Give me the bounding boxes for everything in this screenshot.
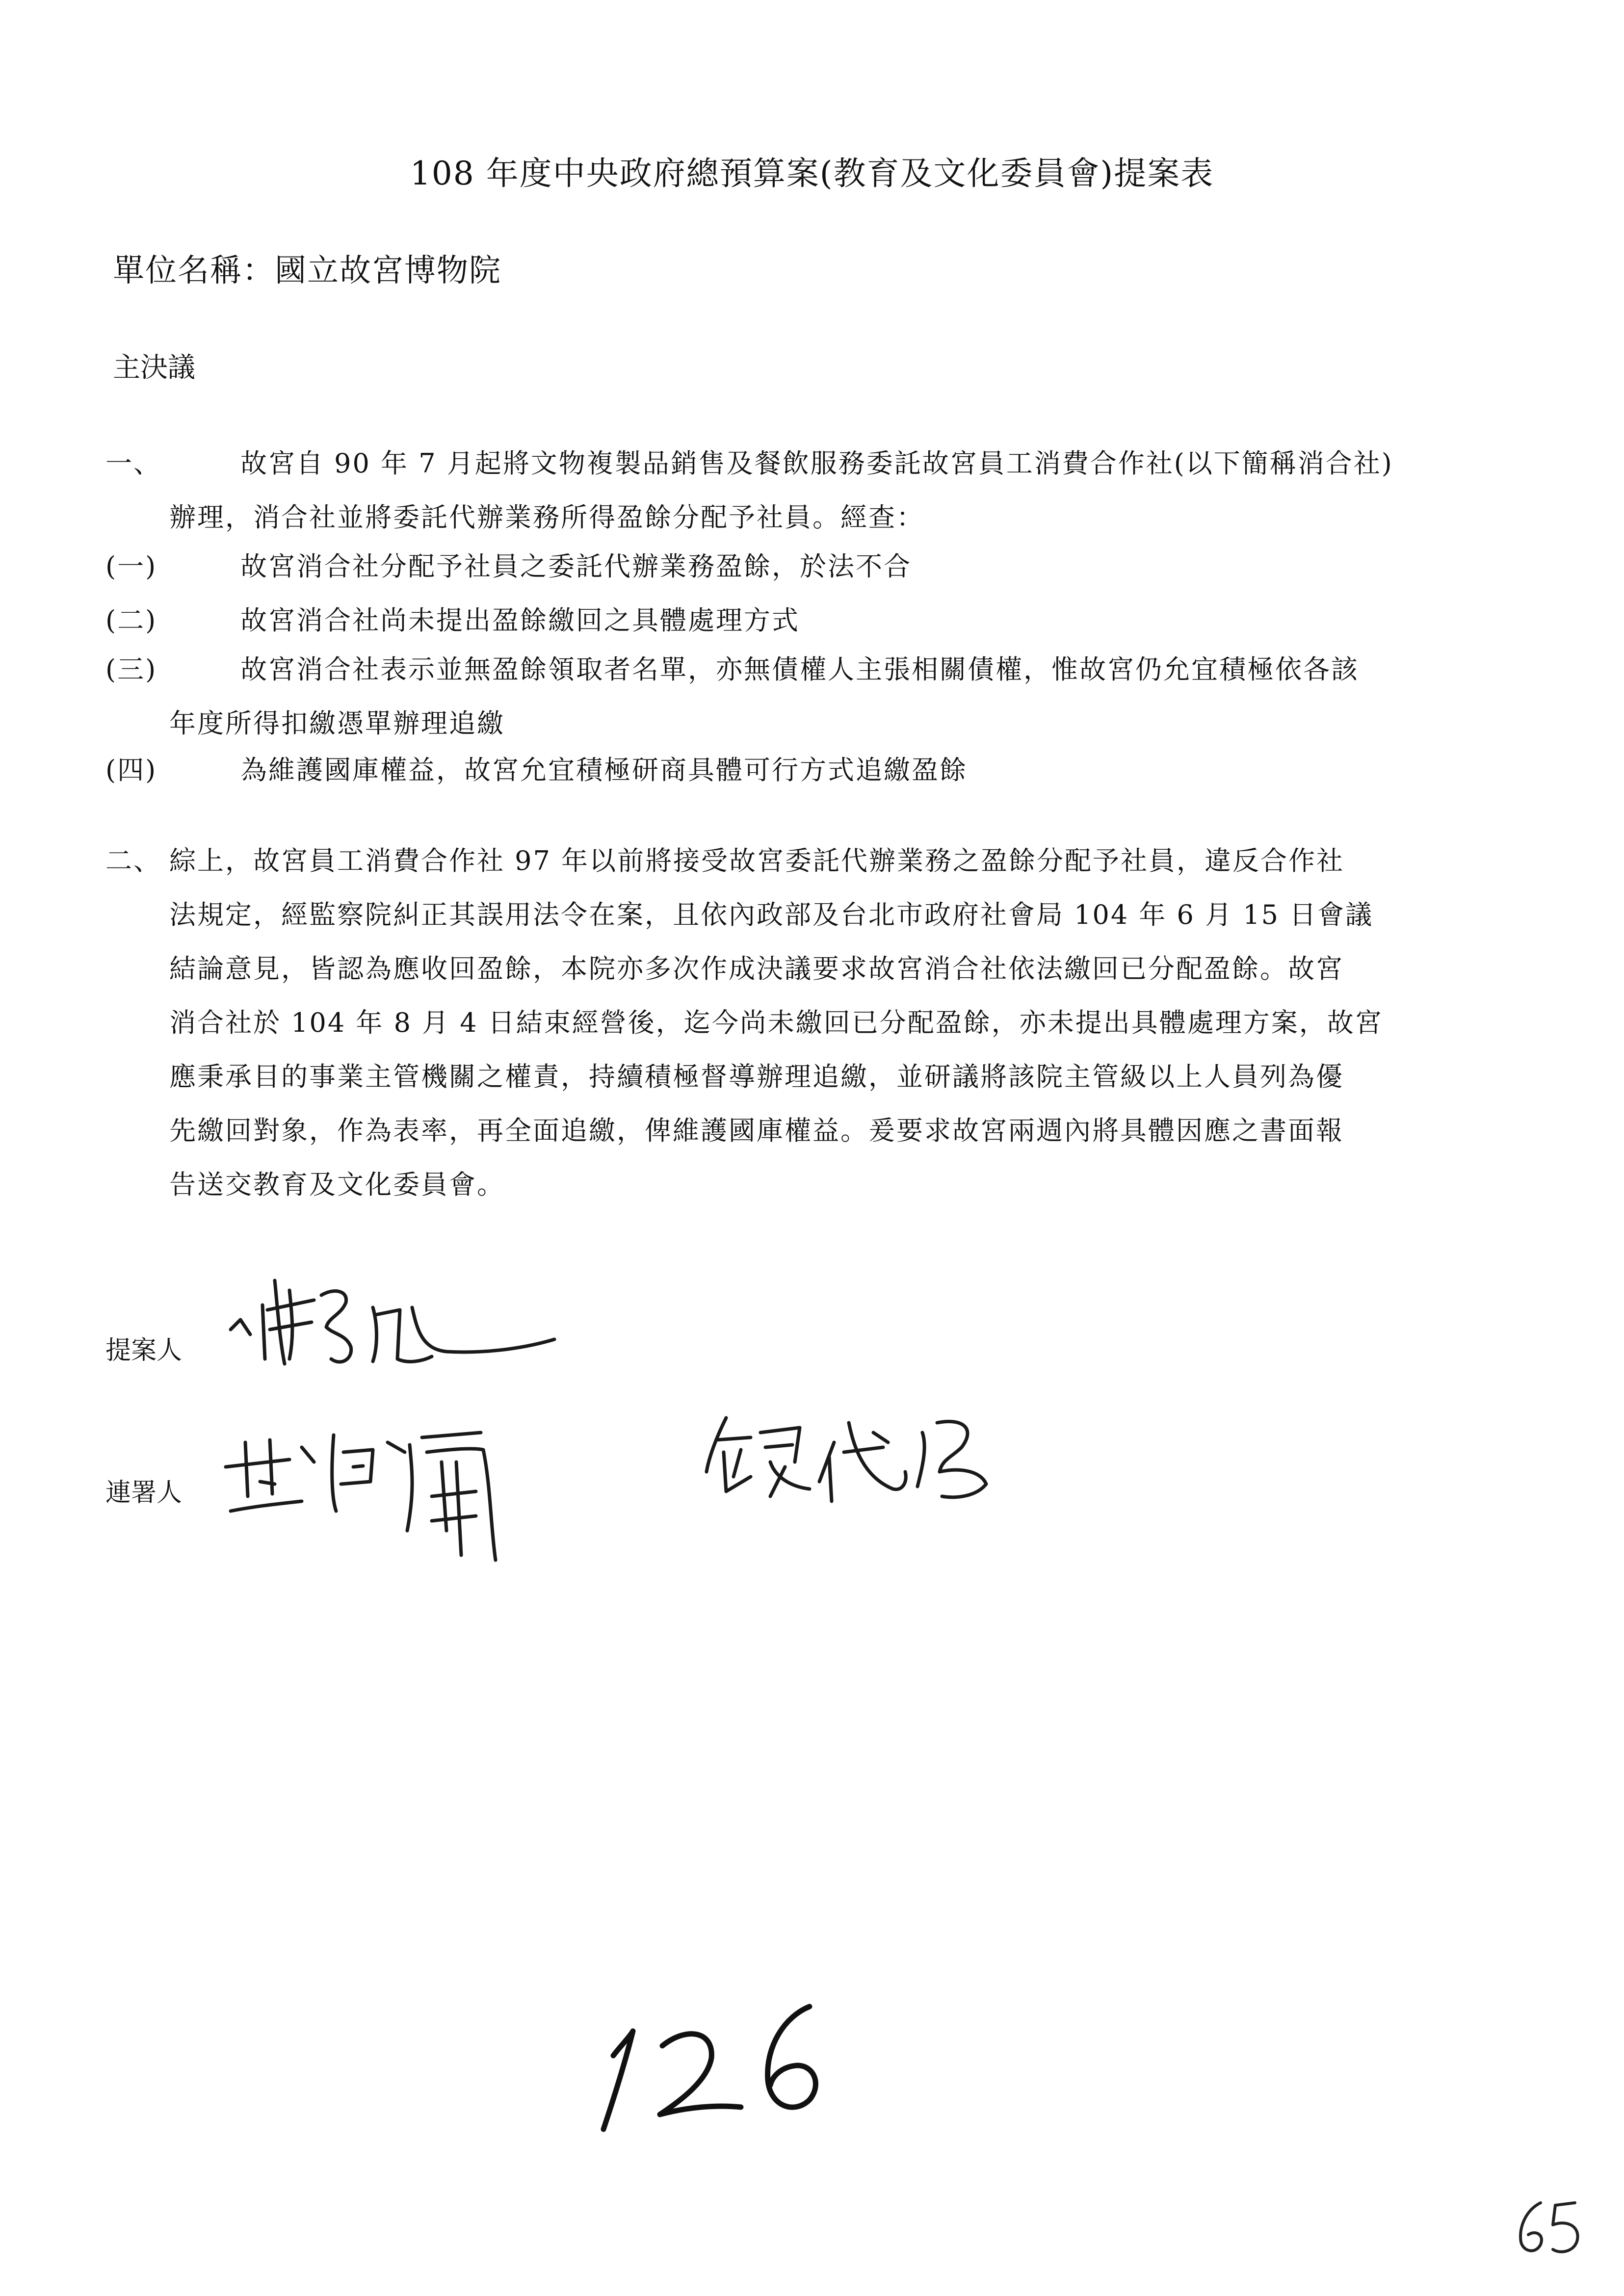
handwritten-corner-mark — [1506, 2193, 1595, 2262]
handwritten-page-number — [579, 1987, 834, 2134]
sub-item-1 — [105, 540, 1538, 594]
section-2-line: 結論意見，皆認為應收回盈餘，本院亦多次作成決議要求故宮消合社依法繳回已分配盈餘。故宮 — [169, 953, 1344, 984]
sub-item-1-number: (一) — [105, 551, 157, 582]
section-2-line: 應秉承目的事業主管機關之權責，持續積極督導辦理追繳，並研議將該院主管級以上人員列為優 — [169, 1061, 1344, 1092]
sub-item-1-text: 故宮消合社分配予社員之委託代辦業務盈餘，於法不合 — [240, 551, 912, 582]
section-2-number: 二、 — [105, 845, 161, 876]
section-1-text: 故宮自 90 年 7 月起將文物複製品銷售及餐飲服務委託故宮員工消費合作社(以下簡稱消合社) — [240, 448, 1393, 479]
sub-item-2-number: (二) — [105, 605, 157, 636]
sub-item-4-number: (四) — [105, 755, 157, 785]
sub-item-2 — [105, 594, 1538, 648]
section-1 — [105, 437, 1538, 545]
section-2-text — [169, 834, 1538, 1212]
sub-item-2-text: 故宮消合社尚未提出盈餘繳回之具體處理方式 — [240, 605, 800, 636]
document-title: 108 年度中央政府總預算案(教育及文化委員會)提案表 — [410, 155, 1214, 192]
sub-item-3-text: 故宮消合社表示並無盈餘領取者名單，亦無債權人主張相關債權，惟故宮仍允宜積極依各該 — [240, 654, 1359, 685]
section-1-continuation: 辦理，消合社並將委託代辦業務所得盈餘分配予社員。經查： — [169, 502, 924, 533]
sub-item-4 — [105, 743, 1538, 797]
sub-item-3 — [105, 643, 1538, 751]
proposer-label: 提案人 — [105, 1336, 183, 1365]
cosigner-label: 連署人 — [105, 1478, 183, 1508]
cosigner-signature-2 — [697, 1403, 1001, 1516]
sub-item-3-continuation: 年度所得扣繳憑單辦理追繳 — [169, 708, 505, 739]
section-1-number: 一、 — [105, 448, 161, 479]
main-resolution-label: 主決議 — [113, 352, 195, 384]
unit-name: 單位名稱：國立故宮博物院 — [113, 253, 501, 289]
section-2-line: 告送交教育及文化委員會。 — [169, 1169, 505, 1200]
section-2-line: 消合社於 104 年 8 月 4 日結束經營後，迄今尚未繳回已分配盈餘，亦未提出具體處理方案，故宮 — [169, 1007, 1383, 1038]
proposer-signature — [216, 1261, 559, 1379]
sub-item-3-number: (三) — [105, 654, 157, 685]
section-2-line: 綜上，故宮員工消費合作社 97 年以前將接受故宮委託代辦業務之盈餘分配予社員，違反合作社 — [169, 845, 1345, 876]
cosigner-signature-1 — [216, 1413, 569, 1590]
section-2-line: 先繳回對象，作為表率，再全面追繳，俾維護國庫權益。爰要求故宮兩週內將具體因應之書面報 — [169, 1115, 1344, 1146]
sub-item-4-text: 為維護國庫權益，故宮允宜積極研商具體可行方式追繳盈餘 — [240, 755, 968, 785]
section-2-line: 法規定，經監察院糾正其誤用法令在案，且依內政部及台北市政府社會局 104 年 6 月 15 日會議 — [169, 899, 1374, 930]
